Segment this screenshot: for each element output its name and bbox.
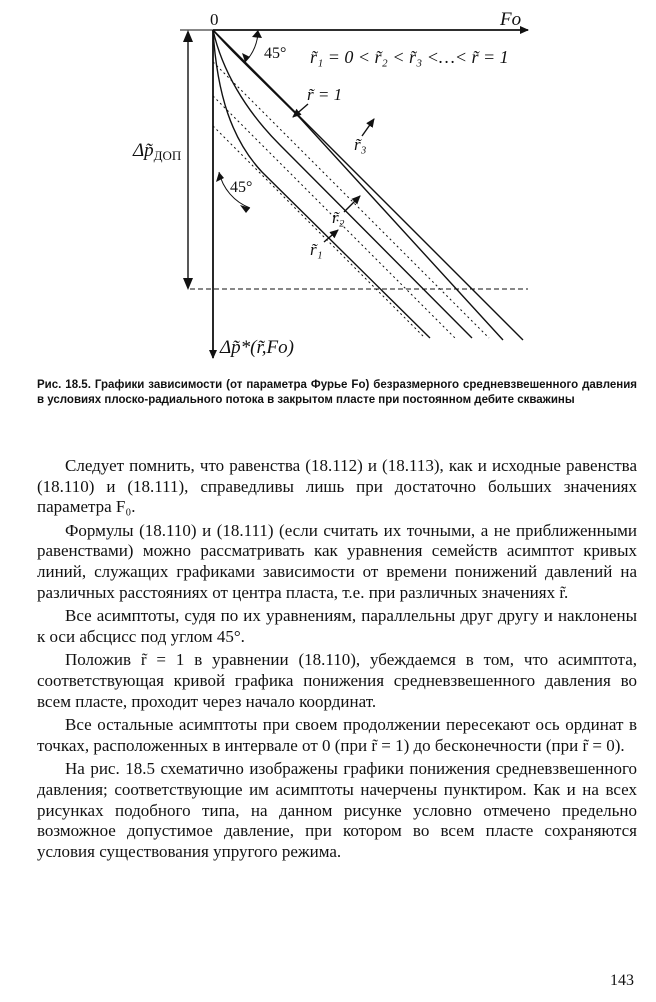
figure-18-5	[0, 0, 656, 370]
paragraph: На рис. 18.5 схематично изображены графики понижения средневзвешенного давления; соответствующие им асимптоты начерчены пунктиром. Как и на всех рисунках подобного типа, на данном рисунке условно отмечено предельно возможное допустимое давление, при котором во всем пласте сохраняются условия существования упругого режима.	[37, 759, 637, 861]
asymptote-r3	[213, 62, 489, 338]
curve-label-r3-arrow	[362, 119, 374, 136]
y-axis-label: Δp̃*(r̃,Fo)	[220, 337, 294, 358]
caption-number: Рис. 18.5.	[37, 379, 91, 391]
origin-label: 0	[210, 10, 219, 29]
paragraph: Положив r̃ = 1 в уравнении (18.110), убеждаемся в том, что асимптота, соответствующая кривой графика понижения средневзвешенного давления во всем пласте, проходит через начало координат.	[37, 650, 637, 711]
curve-label-r3: r̃₃	[354, 135, 367, 154]
paragraph: Все остальные асимптоты при своем продолжении пересекают ось ординат в точках, расположенных в интервале от 0 (при r̃ = 1) до бесконечности (при r̃ = 0).	[37, 715, 637, 755]
curve-label-r2-arrow	[344, 196, 360, 212]
asymptote-r1	[213, 126, 425, 338]
dp-arrow-bottom	[183, 278, 193, 290]
curve-r3	[213, 30, 503, 340]
page-number: 143	[610, 972, 634, 989]
curve-label-r: r̃ = 1	[307, 85, 343, 104]
curve-label-r2: r̃₂	[332, 208, 345, 227]
curve-label-r1: r̃₁	[310, 240, 323, 259]
dp-label: $\Delta p̃_{ДОП}$	[133, 140, 182, 163]
paragraph: Все асимптоты, судя по их уравнениям, параллельны друг другу и наклонены к оси абсцисс под углом 45°.	[37, 606, 637, 646]
curve-label-r-arrow	[293, 104, 308, 117]
paragraph: Формулы (18.110) и (18.111) (если считать их точными, а не приближенными равенствами) можно рассматривать как уравнения семейств асимптот кривых линий, служащих графиками зависимости от времени понижений давлений на различных расстояниях от центра пласта, т.е. при различных значениях r̃.	[37, 520, 637, 602]
caption-text: Графики зависимости (от параметра Фурье Fo) безразмерного средневзвешенного давления в условиях плоско-радиального потока в закрытом пласте при постоянном дебите скважины	[37, 379, 637, 406]
angle-top-arrow-2	[252, 30, 262, 38]
curve-r-1	[213, 30, 523, 340]
angle-mid-label: 45°	[230, 179, 253, 196]
angle-mid-arrow	[216, 172, 224, 182]
angle-top-label: 45°	[264, 45, 287, 62]
body-text	[37, 456, 637, 865]
figure-caption	[37, 378, 637, 408]
dp-arrow-top	[183, 30, 193, 42]
paragraph: Следует помнить, что равенства (18.112) и (18.113), как и исходные равенства (18.110) и (18.111), справедливы лишь при достаточно больших значениях параметра F₀.	[37, 456, 637, 517]
legend-inequality: r̃₁ = 0 < r̃₂ < r̃₃ <…< r̃ = 1	[310, 47, 509, 67]
x-axis-label: Fo	[500, 9, 522, 30]
